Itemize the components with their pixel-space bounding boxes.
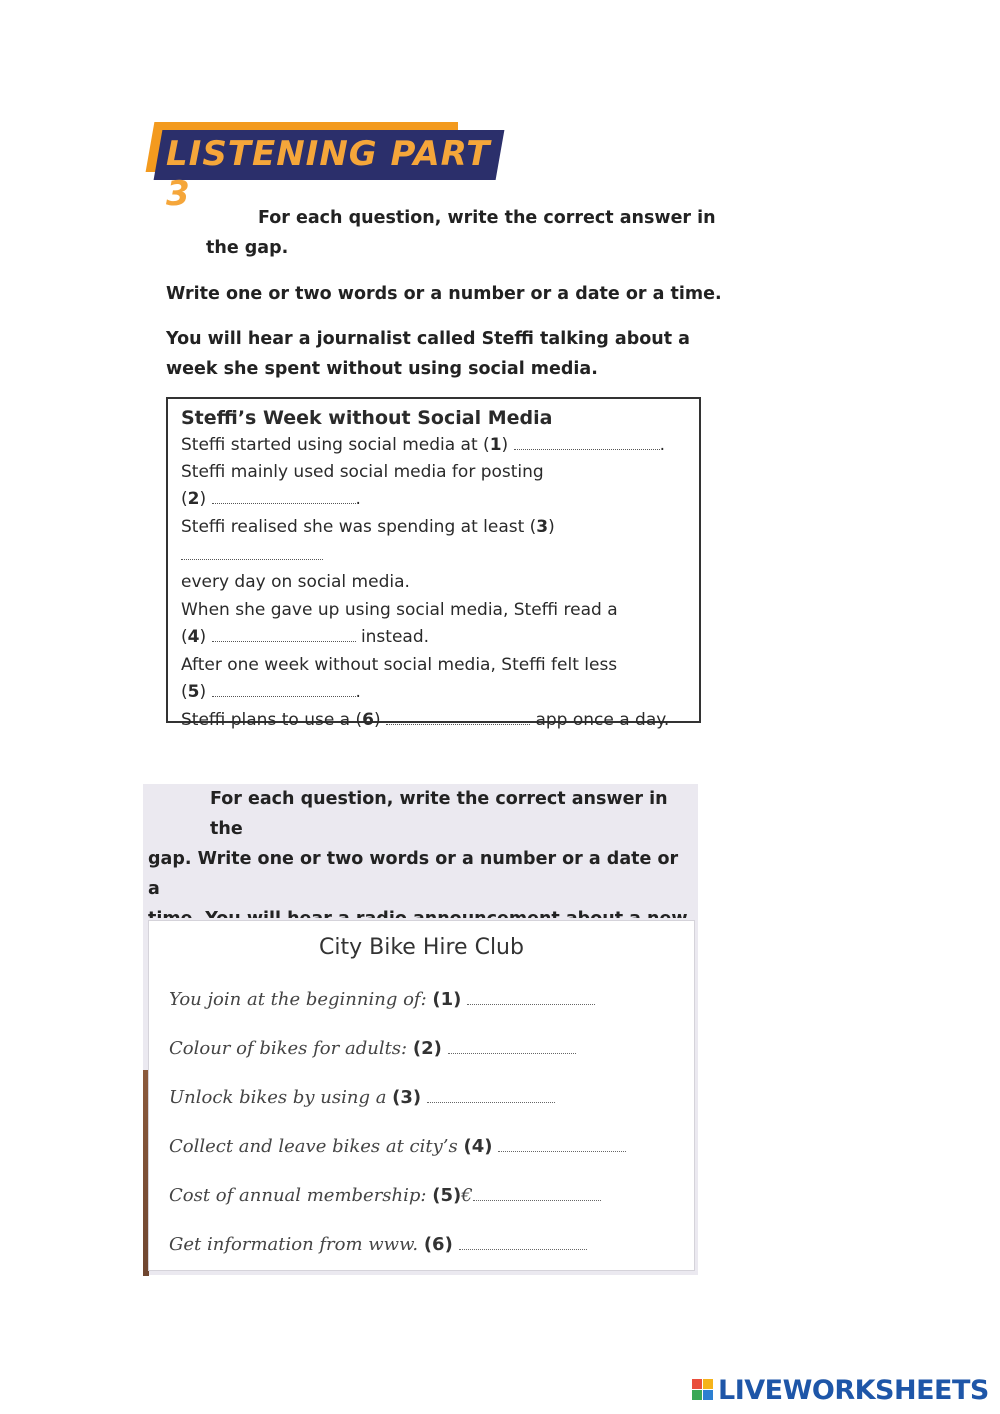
bike-question-1-number: (1) xyxy=(432,989,462,1010)
bike-box-title: City Bike Hire Club xyxy=(319,935,524,960)
answer-gap-5[interactable] xyxy=(212,682,356,697)
bike-question-6 xyxy=(169,1234,587,1255)
logo-wordmark: LIVEWORKSHEETS xyxy=(718,1374,989,1406)
banner-title: LISTENING PART 3 xyxy=(166,134,491,214)
logo-mark-icon xyxy=(692,1379,714,1401)
instruction-line-1: For each question, write the correct answer in xyxy=(258,208,716,228)
steffi-box-heading: Steffi’s Week without Social Media xyxy=(181,407,553,429)
bike-question-5-text: Cost of annual membership: xyxy=(169,1185,427,1206)
question-6 xyxy=(181,706,687,734)
bike-answer-gap-4[interactable] xyxy=(498,1137,626,1152)
question-6-end: app once a day. xyxy=(535,710,670,730)
question-4-number: 4 xyxy=(187,627,200,647)
bike-question-3-text: Unlock bikes by using a xyxy=(169,1087,387,1108)
instruction-line-2: the gap. xyxy=(206,238,289,258)
question-5-number: 5 xyxy=(187,682,200,702)
bike-answer-gap-3[interactable] xyxy=(427,1088,555,1103)
question-3-number: 3 xyxy=(536,517,549,537)
bike-answer-gap-6[interactable] xyxy=(459,1235,587,1250)
listening-banner xyxy=(148,122,506,214)
question-1-close: ) xyxy=(501,435,509,455)
steffi-question-box xyxy=(166,397,701,730)
bike-question-3-number: (3) xyxy=(392,1087,422,1108)
question-4-text: When she gave up using social media, Steffi read a xyxy=(181,600,618,620)
bike-answer-gap-1[interactable] xyxy=(467,990,595,1005)
question-2-text: Steffi mainly used social media for posting xyxy=(181,462,544,482)
question-2: (2) . xyxy=(181,489,361,509)
answer-gap-4[interactable] xyxy=(212,627,356,642)
question-1-text: Steffi started using social media at ( xyxy=(181,435,490,455)
bike-question-1-text: You join at the beginning of: xyxy=(169,989,427,1010)
bike-question-5-number: (5) xyxy=(432,1185,462,1206)
bike-answer-gap-2[interactable] xyxy=(448,1039,576,1054)
bike-question-4 xyxy=(169,1136,626,1157)
bike-question-6-number: (6) xyxy=(423,1234,453,1255)
question-2-end: . xyxy=(355,489,361,509)
bike-answer-gap-5[interactable] xyxy=(473,1186,601,1201)
bike-question-6-text: Get information from www. xyxy=(169,1234,419,1255)
question-1 xyxy=(181,431,687,459)
bike-instructions-panel xyxy=(143,784,698,918)
bike-question-3 xyxy=(169,1087,555,1108)
question-3-close: ) xyxy=(548,517,555,537)
question-2-number: 2 xyxy=(187,489,200,509)
question-4: (4) instead. xyxy=(181,627,430,647)
question-6-number: 6 xyxy=(362,710,374,730)
instruction-words: Write one or two words or a number or a date or a time. xyxy=(166,284,722,304)
bike-question-4-text: Collect and leave bikes at city’s xyxy=(169,1136,458,1157)
bike-question-2-text: Colour of bikes for adults: xyxy=(169,1038,408,1059)
question-6-text: Steffi plans to use a ( xyxy=(181,710,363,730)
liveworksheets-logo[interactable] xyxy=(692,1374,989,1406)
answer-gap-3[interactable] xyxy=(181,545,323,560)
answer-gap-6[interactable] xyxy=(386,710,530,725)
question-5: (5) . xyxy=(181,682,361,702)
question-1-end: . xyxy=(659,435,665,455)
question-5-text: After one week without social media, Steffi felt less xyxy=(181,655,618,675)
intro-line-1: You will hear a journalist called Steffi talking about a xyxy=(166,329,690,349)
bike-question-box xyxy=(148,920,695,1271)
question-3-text: Steffi realised she was spending at least ( xyxy=(181,517,537,537)
euro-sign: € xyxy=(461,1185,473,1206)
bike-question-2-number: (2) xyxy=(412,1038,442,1059)
bike-instruction-line-1: For each question, write the correct answer in the xyxy=(210,789,668,839)
answer-gap-2[interactable] xyxy=(212,489,356,504)
question-3 xyxy=(181,513,687,569)
question-4-end: instead. xyxy=(360,627,430,647)
question-3-continued: every day on social media. xyxy=(181,572,410,592)
bike-question-2 xyxy=(169,1038,576,1059)
question-5-end: . xyxy=(355,682,361,702)
bike-instruction-line-2: gap. Write one or two words or a number or a date or a xyxy=(148,849,679,899)
bike-question-4-number: (4) xyxy=(463,1136,493,1157)
bike-question-1 xyxy=(169,989,595,1010)
question-1-number: 1 xyxy=(489,435,502,455)
bike-question-5 xyxy=(169,1185,601,1206)
intro-line-2: week she spent without using social media. xyxy=(166,359,598,379)
question-6-close: ) xyxy=(373,710,381,730)
answer-gap-1[interactable] xyxy=(514,435,660,450)
banner-accent-top xyxy=(158,122,458,130)
